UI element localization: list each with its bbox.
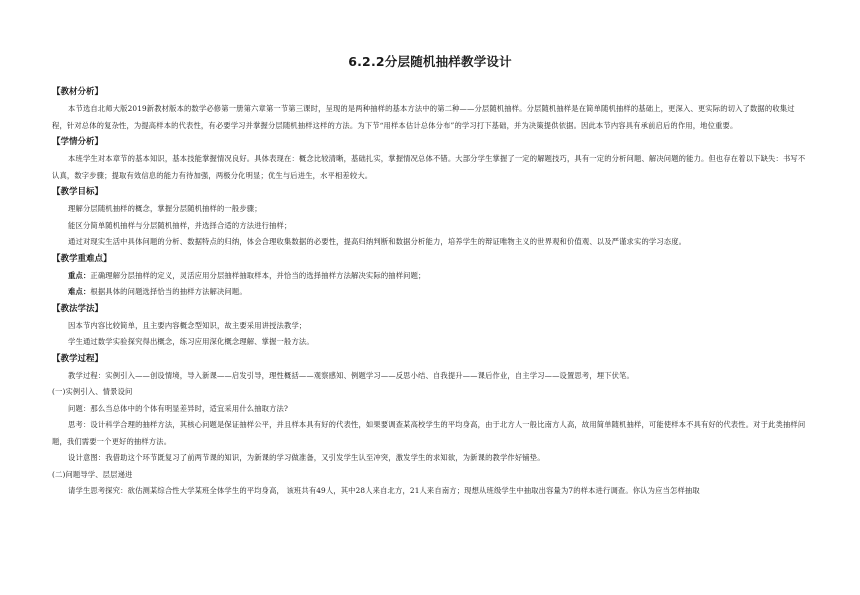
subsection-heading: (一)实例引入、情景设问 [52,387,133,396]
subsection-heading: (二)问题导学、层层递进 [52,469,133,479]
paragraph: 本班学生对本章节的基本知识，基本技能掌握情况良好。具体表现在：概念比较清晰，基础扎实，掌握情况总体不错。大部分学生掌握了一定的解题技巧，具有一定的分析问题、解决问题的能力。但也存在着以下缺失：书写不认真，数字步骤；提取有效信息的能力有待加强，两极分化明显；优生与后进生，水平相差较大。 [52,154,806,180]
section-teaching-process [52,351,808,500]
paragraph: 理解分层随机抽样的概念，掌握分层随机抽样的一般步骤； [68,204,262,213]
paragraph: 设计意图：我借助这个环节既复习了前两节课的知识，为新课的学习做准备，又引发学生认至冲突，激发学生的求知欲，为新课的教学作好铺垫。 [68,453,545,462]
section-student-analysis [52,134,808,184]
paragraph: 思考：设计科学合理的抽样方法，其核心问题是保证抽样公平，并且样本具有好的代表性，如果要调查某高校学生的平均身高，由于北方人一般比南方人高，故用简单随机抽样，可能使样本不具有好的代表性。对于此类抽样问题，我们需要一个更好的抽样方法。 [52,420,806,446]
section-heading: 【学情分析】 [52,137,104,147]
difficulty-label: 难点： [68,287,91,296]
paragraph: 能区分简单随机抽样与分层随机抽样，并选择合适的方法进行抽样； [68,220,292,230]
section-teaching-methods [52,301,808,351]
section-heading: 【教学过程】 [52,353,104,364]
section-heading: 【教材分析】 [52,87,104,97]
paragraph: 通过对现实生活中具体问题的分析、数据特点的归纳，体会合理收集数据的必要性，提高归纳判断和数据分析能力，培养学生的辩证唯物主义的世界观和价值观、以及严谨求实的学习态度。 [68,237,687,246]
paragraph: 问题：那么当总体中的个体有明显差异时，适宜采用什么抽取方法? [68,403,289,413]
paragraph [52,284,808,301]
paragraph: 教学过程：实例引入——创设情境，导入新课——启发引导，理性概括——观察感知、例题学习——反思小结、自我提升——课后作业，自主学习——设置思考，埋下伏笔。 [68,370,635,380]
paragraph: 本节选自北师大版2019新教材版本的数学必修第一册第六章第一节第三课时，呈现的是两种抽样的基本方法中的第二种——分层随机抽样。分层随机抽样是在简单随机抽样的基础上，更深入、更实际的切入了数据的收集过程，针对总体的复杂性，为提高样本的代表性，有必要学习并掌握分层随机抽样这样的方法。为下节“用样本估计总体分布”的学习打下基础，并为决策提供依据。因此本节内容具有承前启后的作用，地位重要。 [52,104,795,130]
section-textbook-analysis [52,84,808,134]
difficulty-text: 根据具体的问题选择恰当的抽样方法解决问题。 [90,287,247,296]
key-point-text: 正确理解分层抽样的定义，灵活应用分层抽样抽取样本，并恰当的选择抽样方法解决实际的抽样问题； [90,270,426,280]
section-teaching-goals [52,184,808,251]
section-key-points [52,251,808,301]
paragraph: 请学生思考探究：欲估测某综合性大学某班全体学生的平均身高， 该班共有49人，其中28人来自北方，21人来自南方；现想从班级学生中抽取出容量为7的样本进行调查。你认为应当怎样抽取 [68,486,700,495]
document-title: 6.2.2分层随机抽样教学设计 [348,54,512,69]
section-heading: 【教学目标】 [52,187,104,197]
section-heading: 【教学重难点】 [52,253,112,264]
paragraph: 学生通过数学实验探究得出概念，练习应用深化概念理解、掌握一般方法。 [68,337,314,346]
section-heading: 【教法学法】 [52,303,104,314]
paragraph: 因本节内容比较简单，且主要内容概念型知识，故主要采用讲授法教学； [68,320,307,330]
paragraph [52,268,808,285]
key-point-label: 重点： [68,270,91,280]
